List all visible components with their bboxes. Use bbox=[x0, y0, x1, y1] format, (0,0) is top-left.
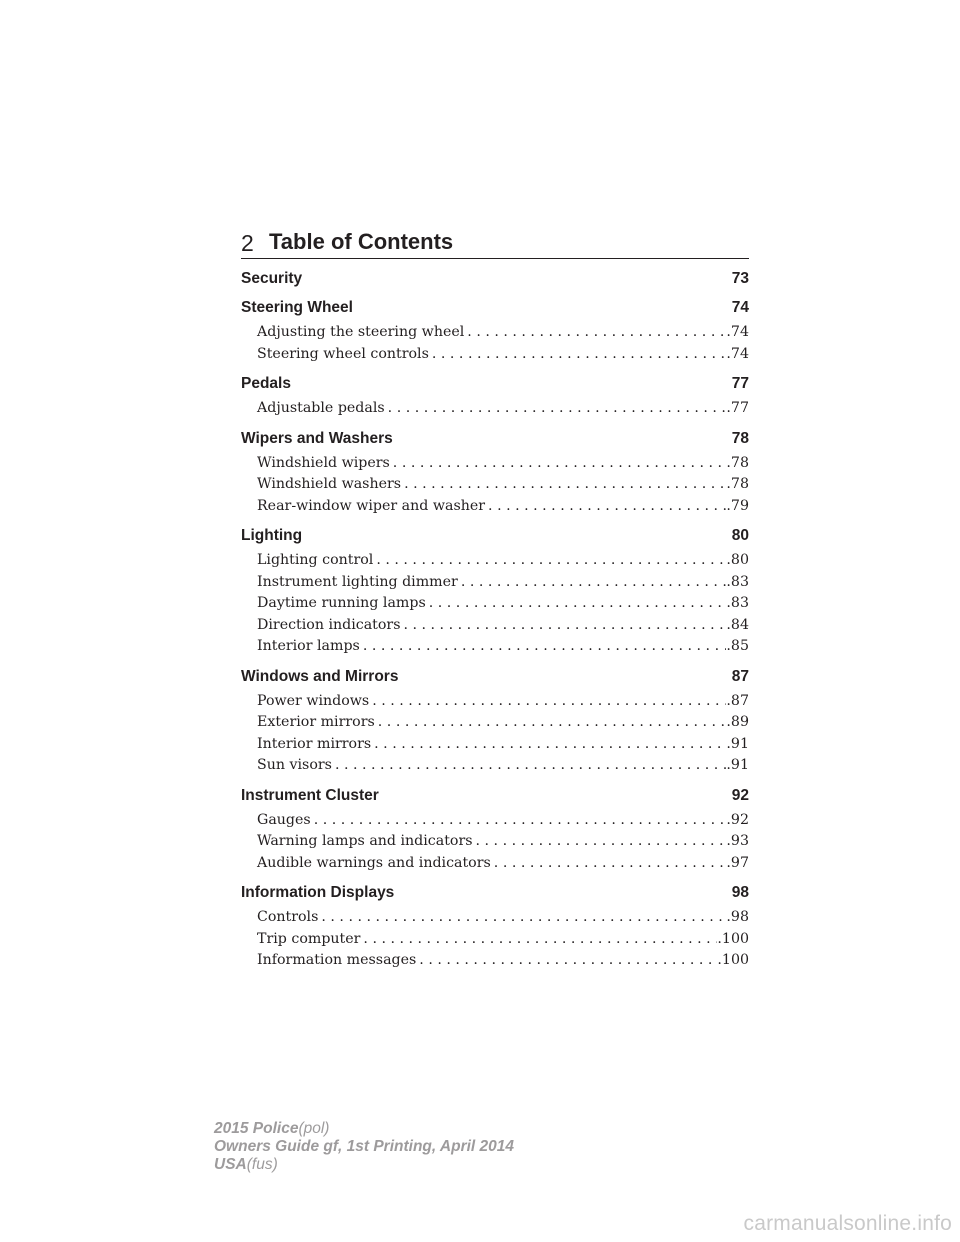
dot-leader bbox=[464, 322, 726, 344]
toc-entry[interactable] bbox=[241, 950, 749, 972]
page-header bbox=[241, 228, 749, 259]
section-page: 92 bbox=[731, 786, 749, 804]
toc-section bbox=[241, 369, 749, 424]
entry-label: Windshield wipers bbox=[257, 454, 390, 471]
section-gap bbox=[241, 972, 749, 976]
section-title: Windows and Mirrors bbox=[241, 667, 399, 685]
entry-label: Daytime running lamps bbox=[257, 595, 426, 611]
dot-leader bbox=[385, 398, 727, 420]
entry-page: .78 bbox=[726, 454, 749, 471]
entry-page: .83 bbox=[726, 595, 749, 611]
entry-label: Sun visors bbox=[257, 757, 332, 773]
entry-label: Direction indicators bbox=[257, 616, 401, 633]
toc-section-heading[interactable] bbox=[241, 264, 749, 293]
toc-section bbox=[241, 662, 749, 781]
page-number: 2 bbox=[241, 230, 254, 256]
section-title: Instrument Cluster bbox=[241, 786, 379, 804]
toc-entry[interactable] bbox=[241, 907, 749, 929]
entry-label: Controls bbox=[257, 909, 319, 925]
dot-leader bbox=[458, 572, 727, 594]
dot-leader bbox=[360, 636, 727, 658]
entry-page: .79 bbox=[726, 497, 749, 514]
section-page: 98 bbox=[731, 884, 749, 901]
entry-page: .93 bbox=[726, 833, 749, 849]
toc-entry[interactable] bbox=[241, 853, 749, 875]
section-page: 78 bbox=[731, 429, 749, 447]
entry-page: .100 bbox=[717, 930, 749, 947]
dot-leader bbox=[360, 929, 717, 951]
entry-page: .74 bbox=[726, 345, 749, 362]
dot-leader bbox=[401, 474, 726, 496]
footer bbox=[214, 1120, 514, 1174]
entry-page: .78 bbox=[726, 476, 749, 492]
toc-entry[interactable] bbox=[241, 572, 749, 594]
toc-entry[interactable] bbox=[241, 550, 749, 572]
dot-leader bbox=[369, 691, 726, 713]
toc-entry[interactable] bbox=[241, 593, 749, 615]
watermark: carmanualsonline.info bbox=[743, 1212, 952, 1235]
entry-page: .98 bbox=[726, 909, 749, 925]
dot-leader bbox=[375, 712, 727, 734]
toc-entry[interactable] bbox=[241, 398, 749, 420]
section-page: 77 bbox=[731, 375, 749, 392]
entry-label: Adjustable pedals bbox=[257, 400, 385, 416]
entry-label: Steering wheel controls bbox=[257, 345, 429, 362]
dot-leader bbox=[332, 755, 726, 777]
section-title: Security bbox=[241, 270, 303, 287]
table-of-contents bbox=[241, 264, 749, 976]
toc-section bbox=[241, 781, 749, 879]
entry-page: .85 bbox=[726, 638, 749, 654]
toc-entry[interactable] bbox=[241, 691, 749, 713]
toc-entry[interactable] bbox=[241, 322, 749, 344]
section-page: 73 bbox=[731, 270, 749, 287]
dot-leader bbox=[429, 344, 727, 366]
toc-entry[interactable] bbox=[241, 810, 749, 832]
entry-page: .92 bbox=[726, 811, 749, 828]
entry-page: .84 bbox=[726, 616, 749, 633]
toc-entry[interactable] bbox=[241, 344, 749, 366]
toc-section-heading[interactable] bbox=[241, 293, 749, 322]
toc-section-heading[interactable] bbox=[241, 662, 749, 691]
toc-entry[interactable] bbox=[241, 831, 749, 853]
entry-label: Exterior mirrors bbox=[257, 714, 375, 730]
section-page: 74 bbox=[731, 299, 749, 316]
footer-model-code: (pol) bbox=[298, 1120, 330, 1137]
dot-leader bbox=[390, 453, 727, 475]
entry-page: .83 bbox=[726, 573, 749, 590]
footer-region-code: (fus) bbox=[246, 1156, 278, 1173]
toc-section bbox=[241, 521, 749, 662]
entry-page: .80 bbox=[726, 552, 749, 568]
toc-entry[interactable] bbox=[241, 636, 749, 658]
entry-page: .91 bbox=[726, 757, 749, 773]
toc-section-heading[interactable] bbox=[241, 781, 749, 810]
entry-page: .87 bbox=[726, 692, 749, 709]
entry-page: .91 bbox=[726, 735, 749, 752]
entry-label: Gauges bbox=[257, 811, 311, 828]
section-page: 80 bbox=[731, 527, 749, 544]
footer-region: USA bbox=[214, 1156, 247, 1173]
dot-leader bbox=[373, 550, 726, 572]
entry-label: Windshield washers bbox=[257, 476, 402, 492]
page-title: Table of Contents bbox=[269, 229, 454, 254]
section-title: Information Displays bbox=[241, 884, 395, 901]
footer-printing: Owners Guide gf, 1st Printing, April 2014 bbox=[214, 1138, 515, 1155]
toc-section bbox=[241, 878, 749, 976]
dot-leader bbox=[416, 950, 717, 972]
footer-line-1 bbox=[214, 1120, 514, 1138]
dot-leader bbox=[485, 496, 726, 518]
toc-section bbox=[241, 293, 749, 369]
entry-label: Rear-window wiper and washer bbox=[257, 497, 486, 514]
toc-entry[interactable] bbox=[241, 712, 749, 734]
toc-section-heading[interactable] bbox=[241, 424, 749, 453]
dot-leader bbox=[400, 615, 726, 637]
entry-page: .100 bbox=[717, 952, 749, 968]
entry-page: .74 bbox=[726, 324, 749, 340]
entry-label: Audible warnings and indicators bbox=[257, 854, 491, 871]
entry-label: Interior mirrors bbox=[257, 735, 372, 752]
dot-leader bbox=[491, 853, 727, 875]
toc-entry[interactable] bbox=[241, 474, 749, 496]
entry-label: Information messages bbox=[257, 952, 417, 968]
entry-label: Trip computer bbox=[257, 930, 361, 947]
toc-entry[interactable] bbox=[241, 929, 749, 951]
section-title: Wipers and Washers bbox=[241, 429, 393, 447]
toc-section-heading[interactable] bbox=[241, 521, 749, 550]
dot-leader bbox=[426, 593, 727, 615]
section-title: Lighting bbox=[241, 527, 303, 544]
toc-section-heading[interactable] bbox=[241, 369, 749, 398]
entry-page: .77 bbox=[726, 400, 749, 416]
dot-leader bbox=[371, 734, 726, 756]
dot-leader bbox=[473, 831, 727, 853]
section-title: Steering Wheel bbox=[241, 299, 353, 316]
footer-line-3 bbox=[214, 1156, 514, 1174]
toc-entry[interactable] bbox=[241, 755, 749, 777]
entry-label: Interior lamps bbox=[257, 638, 360, 654]
entry-label: Warning lamps and indicators bbox=[257, 833, 473, 849]
toc-entry[interactable] bbox=[241, 453, 749, 475]
entry-page: .89 bbox=[726, 714, 749, 730]
entry-label: Power windows bbox=[257, 692, 370, 709]
dot-leader bbox=[318, 907, 726, 929]
toc-section-heading[interactable] bbox=[241, 878, 749, 907]
section-page: 87 bbox=[731, 667, 749, 685]
footer-model: 2015 Police bbox=[214, 1120, 299, 1137]
toc-section bbox=[241, 264, 749, 293]
entry-label: Lighting control bbox=[257, 552, 374, 568]
toc-entry[interactable] bbox=[241, 615, 749, 637]
entry-label: Adjusting the steering wheel bbox=[257, 324, 465, 340]
toc-entry[interactable] bbox=[241, 496, 749, 518]
section-title: Pedals bbox=[241, 375, 291, 392]
entry-page: .97 bbox=[726, 854, 749, 871]
dot-leader bbox=[311, 810, 727, 832]
toc-section bbox=[241, 424, 749, 522]
entry-label: Instrument lighting dimmer bbox=[257, 573, 458, 590]
toc-entry[interactable] bbox=[241, 734, 749, 756]
footer-line-2 bbox=[214, 1138, 514, 1156]
